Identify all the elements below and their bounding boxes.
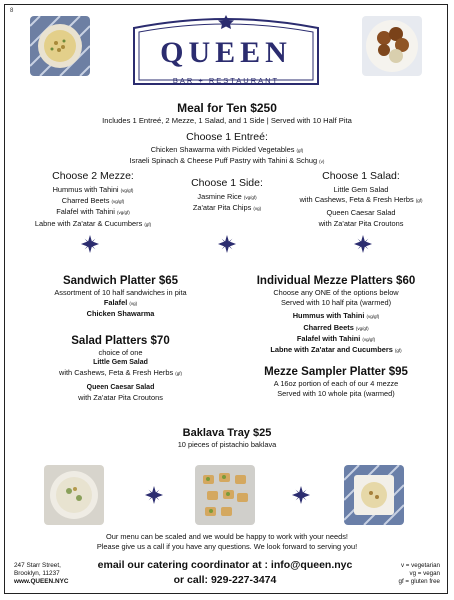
footer-note: Please give us a call if you have any questions. We look forward to serving you! [96, 542, 358, 551]
mezze-platters-item: Labne with Za'atar and Cucumbers (gf) [270, 345, 402, 355]
mezze-platters-title: Individual Mezze Platters $60 [256, 275, 416, 287]
mezze-platters-item: Charred Beets (vg/gf) [303, 322, 369, 332]
salad-item: Queen Caesar Salad [326, 208, 396, 218]
entree-heading: Choose 1 Entreé: [186, 131, 268, 143]
mezze-item: Labne with Za'atar & Cucumbers (gf) [34, 218, 152, 228]
star-icon [145, 486, 163, 504]
salad-heading: Choose 1 Salad: [322, 170, 400, 182]
salad-item: Little Gem Salad [333, 185, 389, 194]
sandwich-desc: Assortment of 10 half sandwiches in pita [54, 288, 187, 297]
mezze-platters-item: Hummus with Tahini (vg/gf) [292, 311, 380, 321]
corner-mark: 8 [10, 8, 14, 14]
mezze-platters-item: Falafel with Tahini (vg/gf) [296, 333, 376, 343]
address-line: Brooklyn, 11237 [14, 570, 60, 577]
sampler-desc: Served with 10 whole pita (warmed) [277, 389, 395, 399]
legend-item: vg = vegan [409, 570, 440, 577]
salad-platters-title: Salad Platters $70 [71, 335, 170, 347]
sandwich-title: Sandwich Platter $65 [62, 275, 179, 287]
sampler-title: Mezze Sampler Platter $95 [264, 366, 408, 378]
salad-platters-item: Queen Caesar Salad [86, 383, 155, 391]
phone-line[interactable]: or call: 929-227-3474 [173, 574, 277, 586]
diet-legend [370, 562, 440, 586]
mezze-heading: Choose 2 Mezze: [52, 170, 134, 182]
mezze-item: Charred Beets (vg/gf) [61, 196, 125, 206]
sandwich-item: Chicken Shawarma [86, 309, 155, 319]
sandwich-platter [28, 275, 213, 320]
footer-note: Our menu can be scaled and we would be happy to work with your needs! [106, 532, 348, 541]
side-item: Jasmine Rice (vg/gf) [197, 192, 257, 201]
side-section [167, 177, 287, 214]
entree-list [0, 145, 454, 167]
star-icon [218, 235, 236, 253]
salad-platters-desc: choice of one [98, 348, 143, 357]
star-icon [354, 235, 372, 253]
logo-name: QUEEN [160, 36, 292, 69]
hummus-photo [30, 16, 90, 76]
side-item: Za'atar Pita Chips (vg) [192, 203, 262, 213]
address-line: 247 Starr Street, [14, 562, 61, 569]
sampler-photo [344, 465, 404, 525]
logo-subtitle: BAR + RESTAURANT [172, 76, 280, 85]
salad-item: with Cashews, Feta & Fresh Herbs (gf) [299, 195, 423, 205]
email-line[interactable]: email our catering coordinator at : info@queen.nyc [97, 559, 353, 571]
meal-title: Meal for Ten $250 [177, 101, 277, 115]
mezze-item: Hummus with Tahini (vg/gf) [52, 185, 134, 194]
salad-platters-item: Little Gem Salad [93, 359, 148, 367]
salad-section [286, 170, 436, 229]
logo [124, 14, 328, 94]
baklava-desc: 10 pieces of pistachio baklava [177, 440, 277, 449]
sampler-platter [236, 366, 436, 399]
address-block [14, 562, 68, 586]
entree-item: Chicken Shawarma with Pickled Vegetables (gf) [150, 145, 304, 154]
website-link[interactable]: www.QUEEN.NYC [14, 578, 69, 585]
salad-platters-item-sub: with Za'atar Pita Croutons [78, 392, 163, 402]
mezze-platters-desc: Choose any ONE of the options below [273, 288, 399, 297]
legend-item: v = vegetarian [400, 562, 440, 569]
labne-photo [44, 465, 104, 525]
baklava-title: Baklava Tray $25 [182, 427, 272, 439]
star-icon [292, 486, 310, 504]
salad-platters-item-sub: with Cashews, Feta & Fresh Herbs (gf) [59, 368, 182, 378]
falafel-photo [362, 16, 422, 76]
entree-item: Israeli Spinach & Cheese Puff Pastry with Tahini & Schug (v) [129, 156, 325, 166]
meal-subtitle: Includes 1 Entreé, 2 Mezze, 1 Salad, and 1 Side | Served with 10 Half Pita [102, 116, 352, 125]
salad-item: with Za'atar Pita Croutons [318, 218, 404, 228]
legend-item: gf = gluten free [398, 578, 440, 585]
salad-platters [28, 335, 213, 403]
sandwich-item: Falafel (vg) [103, 298, 138, 308]
sampler-desc: A 16oz portion of each of our 4 mezze [273, 379, 399, 388]
star-icon [81, 235, 99, 253]
mezze-platters-desc: Served with 10 half pita (warmed) [280, 298, 392, 308]
baklava-photo [195, 465, 255, 525]
baklava [0, 427, 454, 450]
mezze-platters [236, 275, 436, 356]
mezze-section [18, 170, 168, 230]
side-heading: Choose 1 Side: [191, 177, 263, 189]
mezze-item: Falafel with Tahini (vg/gf) [56, 207, 130, 217]
